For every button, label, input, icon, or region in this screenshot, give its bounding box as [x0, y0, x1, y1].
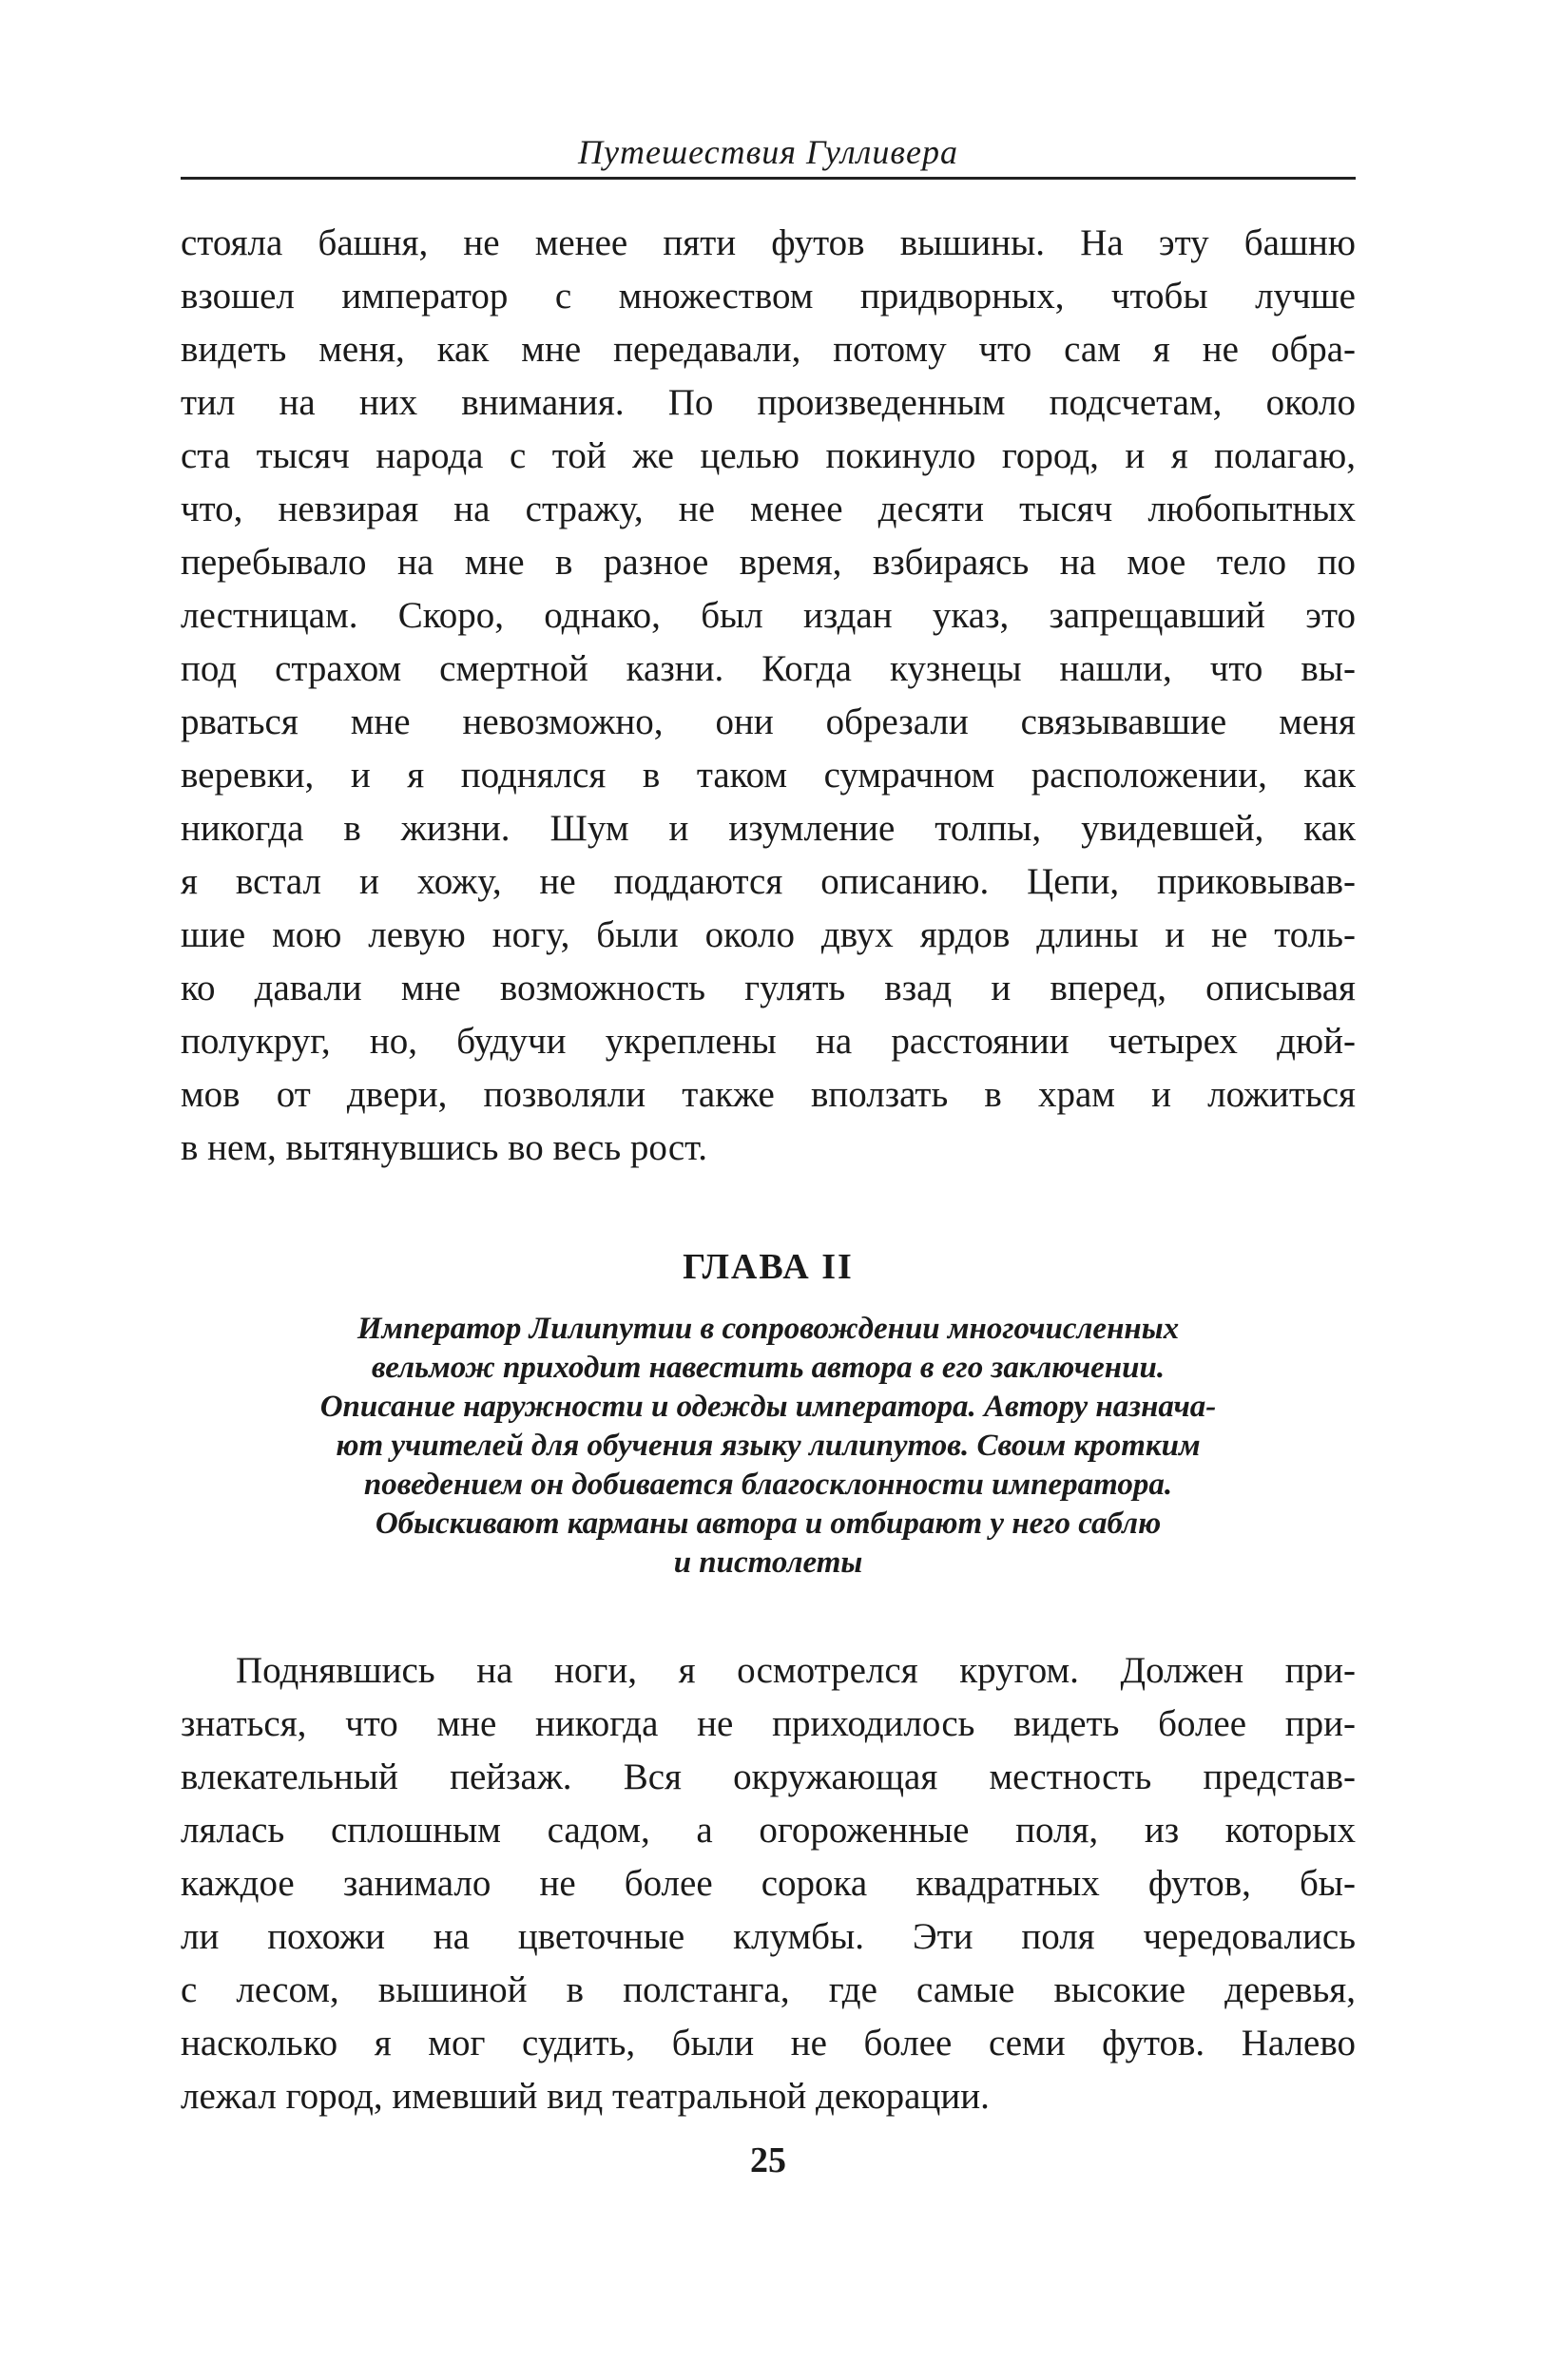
text-line: влекательный пейзаж. Вся окружающая местность представ-: [181, 1756, 1356, 1797]
text-line: тил на них внимания. По произведенным подсчетам, около: [181, 382, 1356, 423]
text-line: никогда в жизни. Шум и изумление толпы, увидевшей, как: [181, 808, 1356, 849]
text-line: ли похожи на цветочные клумбы. Эти поля чередовались: [181, 1916, 1356, 1957]
text-line: лялась сплошным садом, а огороженные поля, из которых: [181, 1810, 1356, 1851]
text-line: перебывало на мне в разное время, взбираясь на мое тело по: [181, 542, 1356, 583]
summary-line: Обыскивают карманы автора и отбирают у него саблю: [375, 1507, 1162, 1541]
text-line: что, невзирая на стражу, не менее десяти тысяч любопытных: [181, 489, 1356, 529]
text-line: шие мою левую ногу, были около двух ярдов длины и не толь-: [181, 914, 1356, 955]
text-line: взошел император с множеством придворных, чтобы лучше: [181, 276, 1356, 317]
text-line: ко давали мне возможность гулять взад и вперед, описывая: [181, 968, 1356, 1008]
text-line: стояла башня, не менее пяти футов вышины. На эту башню: [181, 222, 1356, 263]
summary-line: и пистолеты: [673, 1545, 863, 1580]
text-line: рваться мне невозможно, они обрезали связывавшие меня: [181, 701, 1356, 742]
text-line: веревки, и я поднялся в таком сумрачном расположении, как: [181, 755, 1356, 796]
text-line: ста тысяч народа с той же целью покинуло город, и я полагаю,: [181, 435, 1356, 476]
summary-line: Император Лилипутии в сопровождении многочисленных: [357, 1312, 1180, 1346]
text-line: с лесом, вышиной в полстанга, где самые высокие деревья,: [181, 1969, 1356, 2010]
summary-line: поведением он добивается благосклонности императора.: [363, 1468, 1173, 1502]
running-header: Путешествия Гулливера: [578, 133, 958, 171]
chapter-summary: [181, 1310, 1356, 1583]
text-line: под страхом смертной казни. Когда кузнецы нашли, что вы-: [181, 648, 1356, 689]
summary-line: Описание наружности и одежды императора. Автору назнача-: [319, 1390, 1217, 1424]
paragraph-continued: [181, 217, 1356, 1175]
chapter-title: ГЛАВА II: [683, 1247, 854, 1287]
text-line: каждое занимало не более сорока квадратных футов, бы-: [181, 1863, 1356, 1904]
text-line: лестницам. Скоро, однако, был издан указ, запрещавший это: [181, 595, 1356, 636]
book-page: [181, 0, 1356, 2380]
text-line: знаться, что мне никогда не приходилось видеть более при-: [181, 1703, 1356, 1744]
page-number: 25: [750, 2140, 786, 2180]
text-line: насколько я мог судить, были не более семи футов. Налево: [181, 2023, 1356, 2063]
text-line: я встал и хожу, не поддаются описанию. Цепи, приковывав-: [181, 861, 1356, 902]
paragraph-chapter-start: [181, 1644, 1356, 2123]
text-line: Поднявшись на ноги, я осмотрелся кругом. Должен при-: [236, 1650, 1356, 1691]
text-line: мов от двери, позволяли также вползать в храм и ложиться: [181, 1074, 1356, 1115]
summary-line: вельмож приходит навестить автора в его заключении.: [371, 1351, 1166, 1385]
text-line: полукруг, но, будучи укреплены на расстоянии четырех дюй-: [181, 1021, 1356, 1062]
summary-line: ют учителей для обучения языку лилипутов. Своим кротким: [336, 1429, 1201, 1463]
text-line: в нем, вытянувшись во весь рост.: [181, 1127, 707, 1168]
text-line: лежал город, имевший вид театральной декорации.: [181, 2076, 990, 2117]
text-line: видеть меня, как мне передавали, потому что сам я не обра-: [181, 329, 1356, 370]
header-rule: [181, 177, 1356, 180]
